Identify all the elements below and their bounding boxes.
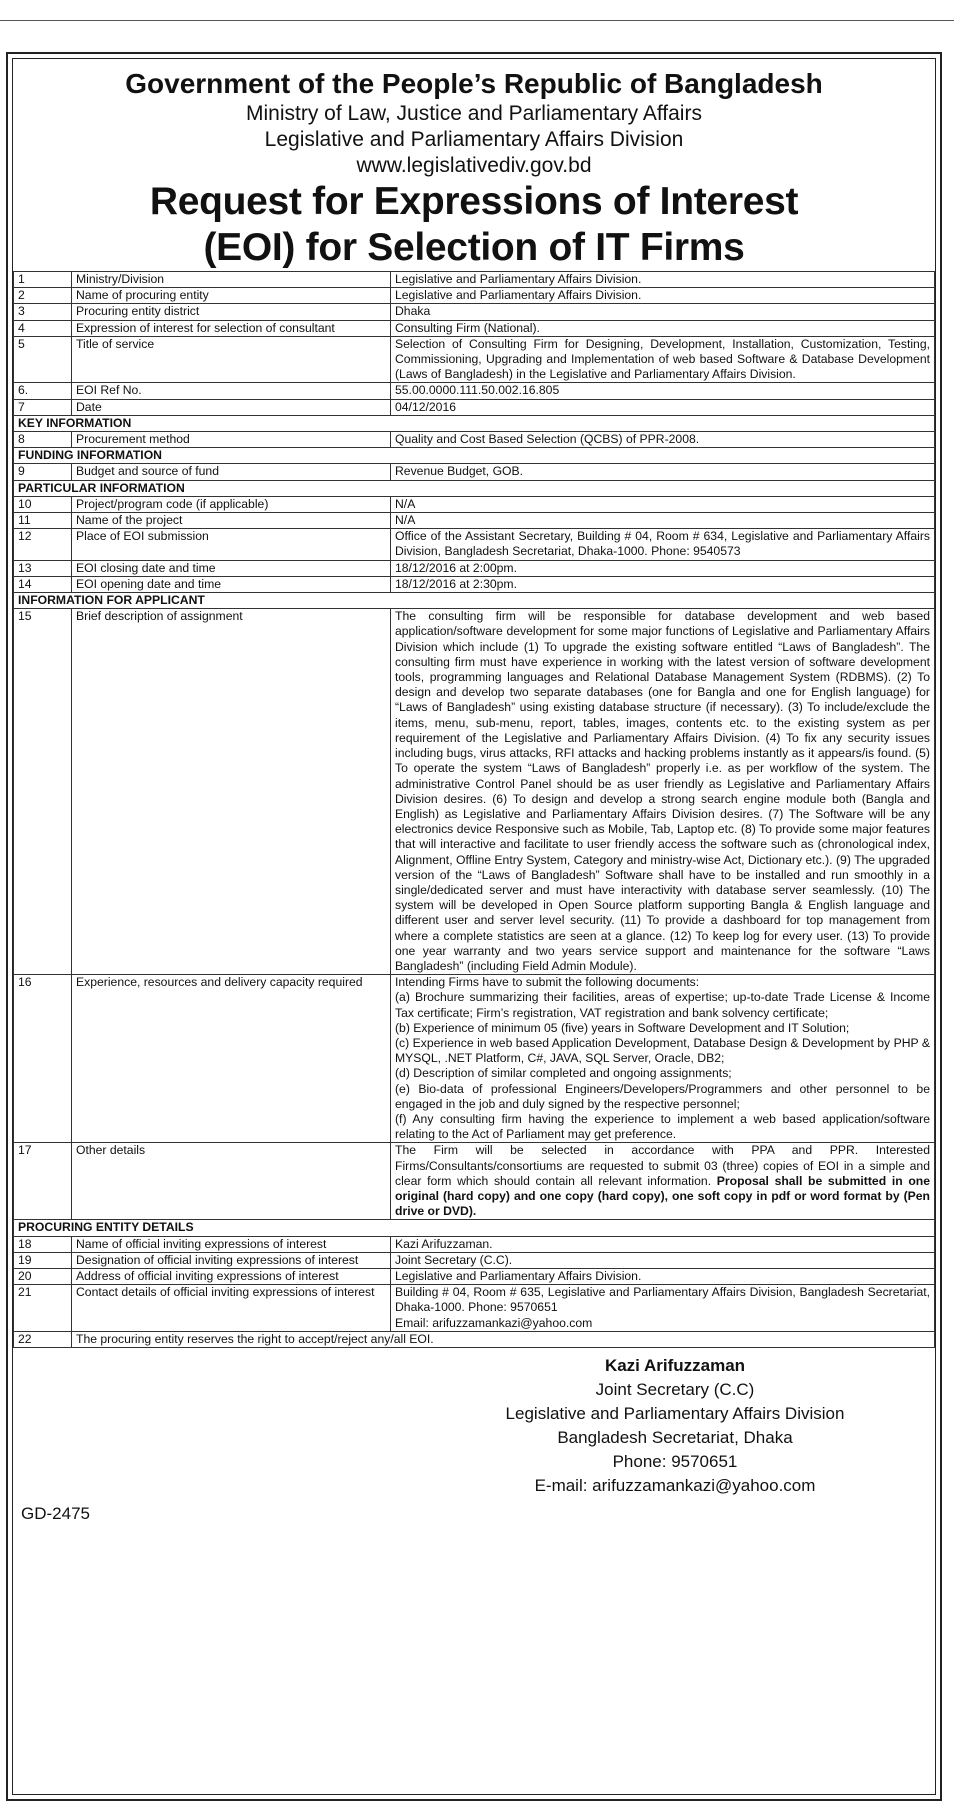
row-number: 5 — [14, 336, 72, 383]
table-row — [14, 288, 935, 304]
table-row — [14, 336, 935, 383]
row-number: 2 — [14, 288, 72, 304]
signatory-name: Kazi Arifuzzaman — [604, 1356, 746, 1376]
row-number: 10 — [14, 496, 72, 512]
proposal-requirement: Proposal shall be submitted in one original (hard copy) and one copy (hard copy), one soft copy in pdf or word format by (Pen drive or DVD). — [395, 1173, 930, 1219]
row-value: Joint Secretary (C.C). — [391, 1252, 935, 1268]
row-label: Title of service — [72, 336, 391, 383]
other-details-text: The Firm will be selected in accordance with PPA and PPR. Interested Firms/Consultants/consortiums are requested to submit 03 (three) copies of EOI in a simple and clear form which should contain all relevant information. — [395, 1143, 930, 1188]
document-item-e: (e) Bio-data of professional Engineers/Developers/Programmers and other personnel to be engaged in the job and duly signed by the respective personnel; — [395, 1081, 930, 1111]
row-number: 3 — [14, 304, 72, 320]
signatory-email: E-mail: arifuzzamankazi@yahoo.com — [534, 1476, 816, 1496]
table-row — [14, 1143, 935, 1220]
section-heading: PARTICULAR INFORMATION — [14, 480, 935, 496]
table-row — [14, 383, 935, 399]
row-label: Procuring entity district — [72, 304, 391, 320]
signatory-office: Bangladesh Secretariat, Dhaka — [557, 1428, 793, 1448]
eoi-notice — [6, 52, 942, 1801]
row-label: Contact details of official inviting expressions of interest — [72, 1285, 391, 1332]
website-line: www.legislativediv.gov.bd — [356, 154, 592, 177]
document-item-b: (b) Experience of minimum 05 (five) years in Software Development and IT Solution; — [395, 1020, 850, 1035]
row-label: Other details — [72, 1143, 391, 1220]
row-number: 4 — [14, 320, 72, 336]
document-item-a: (a) Brochure summarizing their facilities, areas of expertise; up-to-date Trade License & Income Tax certificate; Firm’s registration, VAT registration and bank solvency certificate; — [395, 990, 930, 1020]
row-label: Budget and source of fund — [72, 464, 391, 480]
row-value: 18/12/2016 at 2:30pm. — [391, 576, 935, 592]
row-number: 16 — [14, 975, 72, 1143]
row-label: Name of official inviting expressions of interest — [72, 1236, 391, 1252]
row-label: Designation of official inviting expressions of interest — [72, 1252, 391, 1268]
row-value: The consulting firm will be responsible for database development and web based application/software development for some major functions of Legislative and Parliamentary Affairs Division which include (1) To upgrade the existing software entitled “Laws of Bangladesh”. The consulting firm must have experience in working with the latest version of software development tools, programming languages and Relational Database Management System (RDBMS). (2) To design and develop two separate databases (one for Bangla and one for English language) for “Laws of Bangladesh” using existing database structure (if necessary). (3) To include/exclude the items, menu, sub-menu, report, tables, images, contents etc. to the existing system as per requirement of the Legislative and Parliamentary Affairs Division. (4) To fix any security issues including bugs, virus attacks, RFI attacks and hacking problems instantly as it appears/is found. (5) To operate the system “Laws of Bangladesh” properly i.e. as per workflow of the system. The administrative Control Panel should be as user friendly as Legislative and Parliamentary Affairs Division desires. (6) To design and develop a strong search engine module both (Bangla and English) as Legislative and Parliamentary Affairs Division desires. (7) The Software will be any electronics device Responsive such as Mobile, Tab, Laptop etc. (8) To provide some major features that will interactive and facilitate to user friendly access the software such as (chronological index, Alignment, Offline Entry System, Category and ministry-wise Act, Dictionary etc.). (9) The upgraded version of the “Laws of Bangladesh” Software shall have to be installed and run smoothly in a single/dedicated server and must have interactivity with database server seamlessly. (10) The system will be developed in Open Source platform supporting Bangla & English language and different user and server level security. (11) To provide a dashboard for top management from where a complete statistics are seen at a glance. (12) To keep log for every user. (13) To provide one year warranty and two years service support and maintenance for the software “Laws Bangladesh” (including Field Admin Module). — [391, 609, 935, 975]
row-label: EOI opening date and time — [72, 576, 391, 592]
row-label: Project/program code (if applicable) — [72, 496, 391, 512]
section-heading: FUNDING INFORMATION — [14, 448, 935, 464]
row-label: Brief description of assignment — [72, 609, 391, 975]
section-heading: KEY INFORMATION — [14, 415, 935, 431]
row-value: Office of the Assistant Secretary, Building # 04, Room # 634, Legislative and Parliamentary Affairs Division, Bangladesh Secretariat, Dhaka-1000. Phone: 9540573 — [391, 529, 935, 560]
notice-frame — [12, 58, 936, 1795]
row-number: 11 — [14, 513, 72, 529]
row-value: Kazi Arifuzzaman. — [391, 1236, 935, 1252]
section-heading-row — [14, 1220, 935, 1236]
gd-code: GD-2475 — [21, 1504, 90, 1524]
row-value: Revenue Budget, GOB. — [391, 464, 935, 480]
row-number: 19 — [14, 1252, 72, 1268]
row-value: Consulting Firm (National). — [391, 320, 935, 336]
section-heading: INFORMATION FOR APPLICANT — [14, 593, 935, 609]
signatory-division: Legislative and Parliamentary Affairs Division — [505, 1404, 845, 1424]
table-row — [14, 399, 935, 415]
table-row — [14, 975, 935, 1143]
row-number: 17 — [14, 1143, 72, 1220]
row-number: 14 — [14, 576, 72, 592]
contact-address: Building # 04, Room # 635, Legislative and Parliamentary Affairs Division, Bangladesh Secretariat, Dhaka-1000. Phone: 9570651 — [395, 1285, 930, 1315]
row-label: Expression of interest for selection of consultant — [72, 320, 391, 336]
table-row — [14, 1331, 935, 1347]
signature-area — [13, 1348, 935, 1548]
row-value: Dhaka — [391, 304, 935, 320]
top-rule — [0, 20, 954, 21]
row-label: Name of the project — [72, 513, 391, 529]
table-row — [14, 304, 935, 320]
table-row — [14, 513, 935, 529]
row-number: 15 — [14, 609, 72, 975]
row-number: 12 — [14, 529, 72, 560]
table-row — [14, 1269, 935, 1285]
documents-intro: Intending Firms have to submit the following documents: — [395, 975, 700, 990]
table-row — [14, 609, 935, 975]
division-line: Legislative and Parliamentary Affairs Division — [264, 128, 684, 151]
row-value: Legislative and Parliamentary Affairs Division. — [391, 272, 935, 288]
row-value: 18/12/2016 at 2:00pm. — [391, 560, 935, 576]
table-row — [14, 1236, 935, 1252]
row-value — [391, 1143, 935, 1220]
table-row — [14, 529, 935, 560]
reservation-note: The procuring entity reserves the right to accept/reject any/all EOI. — [72, 1331, 935, 1347]
row-value: Selection of Consulting Firm for Designing, Development, Installation, Customization, Testing, Commissioning, Upgrading and Implementation of web based Software & Database Development (Laws of Bangladesh) in the Legislative and Parliamentary Affairs Division. — [391, 336, 935, 383]
row-value: Quality and Cost Based Selection (QCBS) of PPR-2008. — [391, 432, 935, 448]
signatory-designation: Joint Secretary (C.C) — [595, 1380, 755, 1400]
table-row — [14, 1285, 935, 1332]
row-value — [391, 975, 935, 1143]
row-value: Legislative and Parliamentary Affairs Division. — [391, 288, 935, 304]
ministry-line: Ministry of Law, Justice and Parliamentary Affairs — [246, 102, 702, 125]
contact-email: Email: arifuzzamankazi@yahoo.com — [395, 1315, 593, 1330]
row-number: 13 — [14, 560, 72, 576]
table-row — [14, 320, 935, 336]
row-label: EOI Ref No. — [72, 383, 391, 399]
table-row — [14, 496, 935, 512]
row-label: Date — [72, 399, 391, 415]
table-row — [14, 432, 935, 448]
section-heading-row — [14, 593, 935, 609]
section-heading-row — [14, 448, 935, 464]
section-heading-row — [14, 480, 935, 496]
row-value: 04/12/2016 — [391, 399, 935, 415]
document-item-c: (c) Experience in web based Application Development, Database Design & Development by PHP & MYSQL, .NET Platform, C#, JAVA, SQL Server, Oracle, DB2; — [395, 1035, 930, 1066]
row-value: N/A — [391, 496, 935, 512]
notice-title-line2: (EOI) for Selection of IT Firms — [203, 226, 745, 269]
row-label: Ministry/Division — [72, 272, 391, 288]
row-number: 21 — [14, 1285, 72, 1332]
row-label: Name of procuring entity — [72, 288, 391, 304]
row-label: Experience, resources and delivery capacity required — [72, 975, 391, 1143]
row-value: Legislative and Parliamentary Affairs Division. — [391, 1269, 935, 1285]
row-number: 22 — [14, 1331, 72, 1347]
row-value: 55.00.0000.111.50.002.16.805 — [391, 383, 935, 399]
section-heading: PROCURING ENTITY DETAILS — [14, 1220, 935, 1236]
row-number: 8 — [14, 432, 72, 448]
government-heading: Government of the People’s Republic of Bangladesh — [125, 68, 823, 99]
row-label: Procurement method — [72, 432, 391, 448]
section-heading-row — [14, 415, 935, 431]
table-row — [14, 464, 935, 480]
signature-block — [475, 1354, 875, 1498]
notice-title-line1: Request for Expressions of Interest — [149, 180, 799, 223]
document-item-f: (f) Any consulting firm having the experience to implement a web based application/software relating to the Act of Parliament may get preference. — [395, 1111, 930, 1142]
row-value — [391, 1285, 935, 1332]
notice-header — [13, 67, 935, 271]
row-label: Place of EOI submission — [72, 529, 391, 560]
table-row — [14, 272, 935, 288]
table-row — [14, 1252, 935, 1268]
row-number: 6. — [14, 383, 72, 399]
row-number: 18 — [14, 1236, 72, 1252]
row-number: 9 — [14, 464, 72, 480]
row-value: N/A — [391, 513, 935, 529]
table-row — [14, 560, 935, 576]
row-number: 7 — [14, 399, 72, 415]
document-item-d: (d) Description of similar completed and ongoing assignments; — [395, 1066, 732, 1081]
table-row — [14, 576, 935, 592]
signatory-phone: Phone: 9570651 — [612, 1452, 738, 1472]
row-number: 1 — [14, 272, 72, 288]
row-number: 20 — [14, 1269, 72, 1285]
row-label: EOI closing date and time — [72, 560, 391, 576]
eoi-table — [13, 271, 935, 1348]
row-label: Address of official inviting expressions of interest — [72, 1269, 391, 1285]
